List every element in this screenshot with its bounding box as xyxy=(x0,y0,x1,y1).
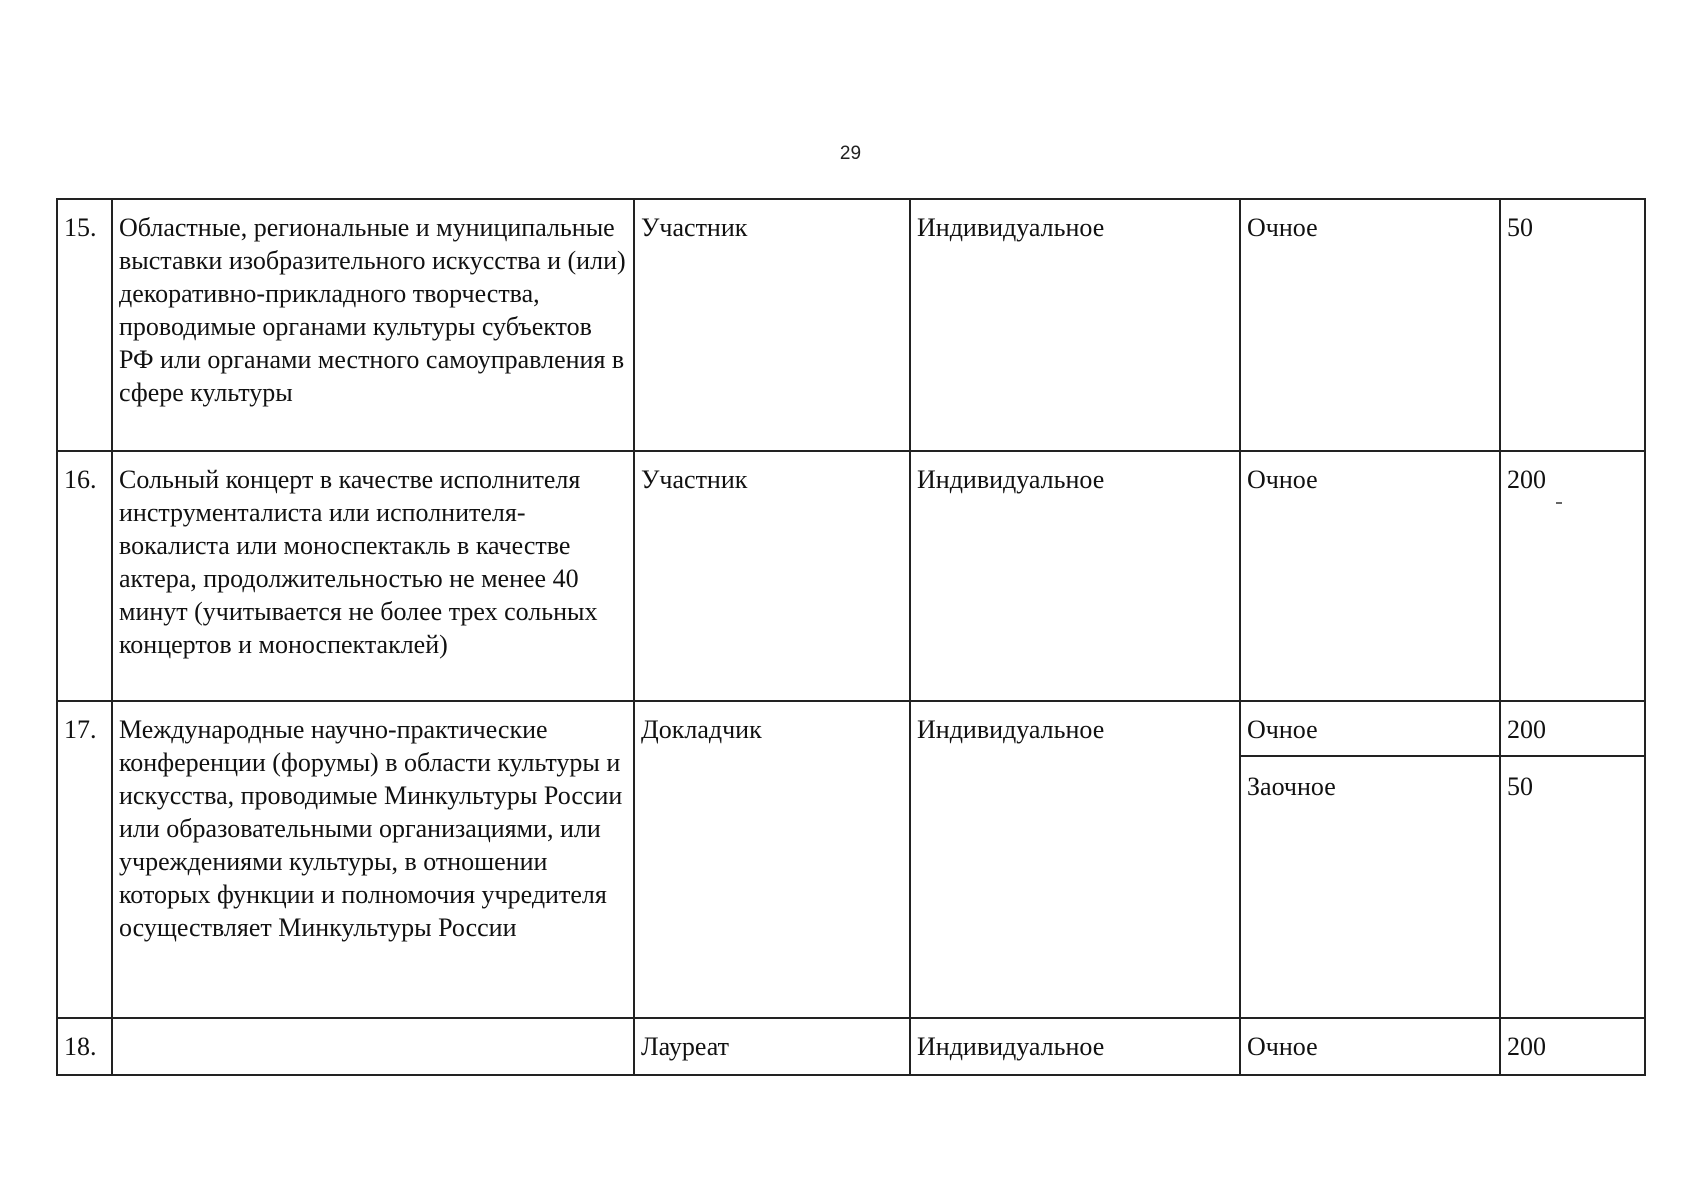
event-description xyxy=(112,1018,634,1075)
participation-role: Участник xyxy=(634,199,910,451)
table-row xyxy=(57,1018,1645,1075)
participation-type: Индивидуальное xyxy=(910,1018,1240,1075)
points: 200 xyxy=(1500,701,1645,756)
row-number: 17. xyxy=(57,701,112,1018)
participation-type: Индивидуальное xyxy=(910,451,1240,701)
table-row xyxy=(57,451,1645,701)
participation-format: Очное xyxy=(1240,701,1500,756)
achievements-table xyxy=(56,198,1646,1076)
participation-role: Лауреат xyxy=(634,1018,910,1075)
event-description: Областные, региональные и муниципальные выставки изобразительного искусства и (или) декоративно-прикладного творчества, проводимые органами культуры субъектов РФ или органами местного самоуправления в сфере культуры xyxy=(112,199,634,451)
participation-format: Очное xyxy=(1240,199,1500,451)
points: 50 xyxy=(1500,756,1645,1018)
points: 50 xyxy=(1500,199,1645,451)
stray-pen-mark xyxy=(1556,502,1562,504)
page-number: 29 xyxy=(839,143,862,164)
table-row xyxy=(57,701,1645,756)
participation-format: Очное xyxy=(1240,451,1500,701)
points: 200 xyxy=(1500,451,1645,701)
event-description: Международные научно-практические конференции (форумы) в области культуры и искусства, проводимые Минкультуры России или образовательными организациями, или учреждениями культуры, в отношении которых функции и полномочия учредителя осуществляет Минкультуры России xyxy=(112,701,634,1018)
table-row xyxy=(57,199,1645,451)
row-number: 18. xyxy=(57,1018,112,1075)
points: 200 xyxy=(1500,1018,1645,1075)
row-number: 15. xyxy=(57,199,112,451)
row-number: 16. xyxy=(57,451,112,701)
participation-role: Участник xyxy=(634,451,910,701)
participation-role: Докладчик xyxy=(634,701,910,1018)
participation-format: Очное xyxy=(1240,1018,1500,1075)
participation-type: Индивидуальное xyxy=(910,701,1240,1018)
participation-format: Заочное xyxy=(1240,756,1500,1018)
event-description: Сольный концерт в качестве исполнителя инструменталиста или исполнителя-вокалиста или моноспектакль в качестве актера, продолжительностью не менее 40 минут (учитывается не более трех сольных концертов и моноспектаклей) xyxy=(112,451,634,701)
participation-type: Индивидуальное xyxy=(910,199,1240,451)
